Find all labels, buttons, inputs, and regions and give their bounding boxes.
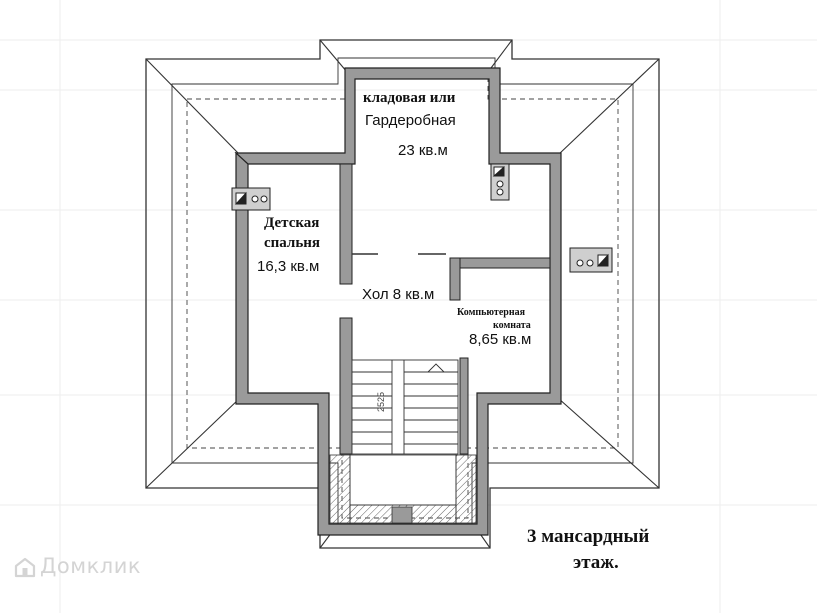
kids-room-name: Детская xyxy=(264,215,320,231)
vent-block-right xyxy=(570,248,612,272)
kids-room-area: 16,3 кв.м xyxy=(257,258,320,275)
staircase xyxy=(352,360,458,454)
vent-block-left xyxy=(232,188,270,210)
vent-block-right-top xyxy=(491,164,509,200)
computer-room-area: 8,65 кв.м xyxy=(469,331,532,348)
floor-title-line2: этаж. xyxy=(573,552,619,573)
stair-dimension-label: 2525 xyxy=(376,391,386,412)
computer-room-name-line2: комната xyxy=(493,320,531,331)
house-logo-icon xyxy=(14,556,36,578)
hall-label: Хол 8 кв.м xyxy=(362,286,435,303)
kids-room-name-line2: спальня xyxy=(264,235,321,251)
storage-room-name-alt: Гардеробная xyxy=(365,112,456,129)
floor-title: 3 мансардный xyxy=(527,526,650,547)
hatched-bay xyxy=(330,455,476,523)
watermark-text: Домклик xyxy=(40,554,142,578)
computer-room-name: Компьютерная xyxy=(457,307,526,318)
storage-room-area: 23 кв.м xyxy=(398,142,448,159)
storage-room-name: кладовая или xyxy=(363,90,456,106)
